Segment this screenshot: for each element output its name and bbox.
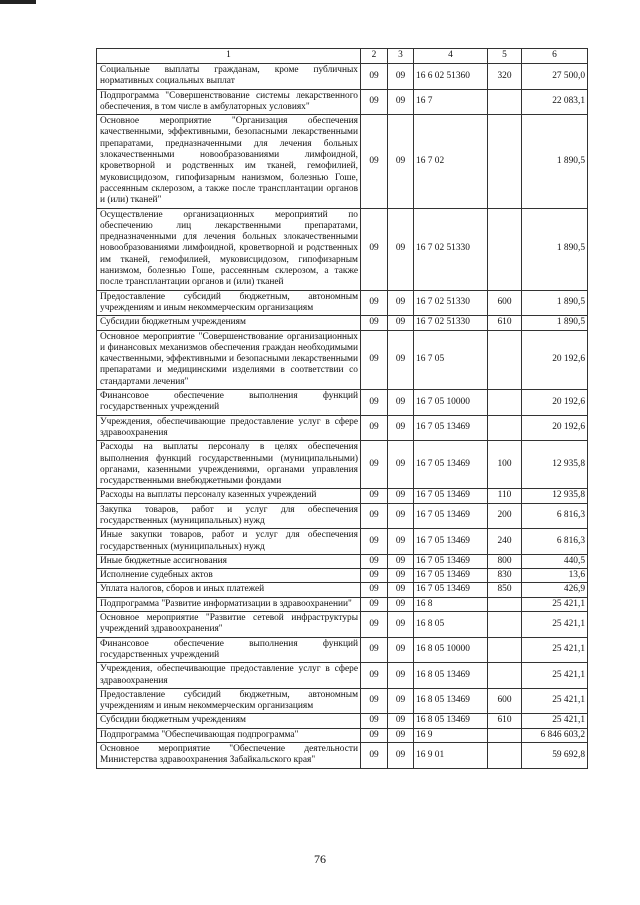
table-row	[97, 489, 588, 503]
row-name: Основное мероприятие "Совершенствование организационных и финансовых механизмов обеспечения граждан необходимыми качественными, эффективными и безопасными лекарственными препаратами и медицинскими изделиями в соответствии со стандартами лечения"	[97, 330, 361, 389]
row-amount: 6 816,3	[522, 503, 588, 529]
row-section: 09	[361, 115, 388, 208]
row-amount: 25 421,1	[522, 688, 588, 714]
row-name: Уплата налогов, сборов и иных платежей	[97, 583, 361, 597]
row-amount: 25 421,1	[522, 597, 588, 611]
row-section: 09	[361, 728, 388, 742]
row-subsection: 09	[388, 597, 414, 611]
table-row	[97, 441, 588, 489]
row-amount: 1 890,5	[522, 290, 588, 316]
row-subsection: 09	[388, 390, 414, 416]
row-expense-type	[488, 390, 522, 416]
row-name: Расходы на выплаты персоналу казенных учреждений	[97, 489, 361, 503]
header-col-2: 2	[361, 49, 388, 64]
row-name: Основное мероприятие "Развитие сетевой инфраструктуры учреждений здравоохранения"	[97, 612, 361, 638]
table-row	[97, 714, 588, 728]
row-section: 09	[361, 89, 388, 115]
row-name: Основное мероприятие "Организация обеспечения качественными, эффективными, безопасными лекарственными препаратами, предназначенными для лечения больных злокачественными новообразованиями лимфоидной, кроветворной и родственных им тканей, гемофилией, муковисцидозом, гипофизарным нанизмом, болезнью Гоше, рассеянным склерозом, а также после трансплантации органов и (или) тканей"	[97, 115, 361, 208]
row-expense-type: 110	[488, 489, 522, 503]
row-name: Подпрограмма "Совершенствование системы лекарственного обеспечения, в том числе в амбулаторных условиях"	[97, 89, 361, 115]
row-subsection: 09	[388, 663, 414, 689]
row-expense-type	[488, 597, 522, 611]
row-subsection: 09	[388, 316, 414, 330]
row-subsection: 09	[388, 569, 414, 583]
row-section: 09	[361, 415, 388, 441]
row-amount: 1 890,5	[522, 316, 588, 330]
row-expense-type	[488, 663, 522, 689]
row-target-code: 16 7 05 13469	[414, 569, 488, 583]
row-subsection: 09	[388, 290, 414, 316]
row-section: 09	[361, 612, 388, 638]
budget-table-body	[97, 49, 588, 769]
table-row	[97, 743, 588, 769]
row-section: 09	[361, 489, 388, 503]
table-row	[97, 503, 588, 529]
row-amount: 1 890,5	[522, 208, 588, 290]
row-section: 09	[361, 208, 388, 290]
row-subsection: 09	[388, 612, 414, 638]
row-amount: 20 192,6	[522, 415, 588, 441]
row-subsection: 09	[388, 503, 414, 529]
row-subsection: 09	[388, 208, 414, 290]
row-target-code: 16 8 05 13469	[414, 714, 488, 728]
table-row	[97, 316, 588, 330]
row-expense-type: 800	[488, 554, 522, 568]
row-amount: 22 083,1	[522, 89, 588, 115]
row-target-code: 16 7 05 13469	[414, 529, 488, 555]
row-target-code: 16 9 01	[414, 743, 488, 769]
row-target-code: 16 7 02 51330	[414, 316, 488, 330]
row-name: Учреждения, обеспечивающие предоставление услуг в сфере здравоохранения	[97, 663, 361, 689]
row-section: 09	[361, 688, 388, 714]
row-target-code: 16 6 02 51360	[414, 64, 488, 90]
row-target-code: 16 7 05 10000	[414, 390, 488, 416]
row-target-code: 16 7 05 13469	[414, 554, 488, 568]
row-target-code: 16 7 05 13469	[414, 415, 488, 441]
row-target-code: 16 7 05 13469	[414, 489, 488, 503]
row-expense-type	[488, 728, 522, 742]
row-target-code: 16 7 02 51330	[414, 290, 488, 316]
row-section: 09	[361, 743, 388, 769]
row-name: Основное мероприятие "Обеспечение деятельности Министерства здравоохранения Забайкальского края"	[97, 743, 361, 769]
row-amount: 25 421,1	[522, 612, 588, 638]
row-section: 09	[361, 637, 388, 663]
row-expense-type	[488, 612, 522, 638]
row-target-code: 16 7 05 13469	[414, 503, 488, 529]
table-row	[97, 64, 588, 90]
row-amount: 426,9	[522, 583, 588, 597]
row-amount: 6 816,3	[522, 529, 588, 555]
row-section: 09	[361, 529, 388, 555]
row-section: 09	[361, 316, 388, 330]
row-subsection: 09	[388, 441, 414, 489]
row-subsection: 09	[388, 554, 414, 568]
row-amount: 20 192,6	[522, 330, 588, 389]
table-row	[97, 569, 588, 583]
row-name: Учреждения, обеспечивающие предоставление услуг в сфере здравоохранения	[97, 415, 361, 441]
row-amount: 13,6	[522, 569, 588, 583]
row-name: Осуществление организационных мероприятий по обеспечению лиц лекарственными препаратами, предназначенными для лечения больных злокачественными новообразованиями лимфоидной, кроветворной и родственных им тканей, гемофилией, муковисцидозом, гипофизарным нанизмом, болезнью Гоше, рассеянным склерозом, а также после трансплантации органов и (или) тканей	[97, 208, 361, 290]
row-amount: 25 421,1	[522, 637, 588, 663]
table-row	[97, 89, 588, 115]
row-section: 09	[361, 663, 388, 689]
row-subsection: 09	[388, 115, 414, 208]
row-subsection: 09	[388, 330, 414, 389]
row-amount: 20 192,6	[522, 390, 588, 416]
row-target-code: 16 8 05	[414, 612, 488, 638]
table-row	[97, 554, 588, 568]
row-expense-type: 600	[488, 290, 522, 316]
table-row	[97, 290, 588, 316]
row-target-code: 16 7 05 13469	[414, 583, 488, 597]
table-row	[97, 637, 588, 663]
table-row	[97, 728, 588, 742]
row-name: Предоставление субсидий бюджетным, автономным учреждениям и иным некоммерческим организациям	[97, 290, 361, 316]
row-section: 09	[361, 390, 388, 416]
row-name: Закупка товаров, работ и услуг для обеспечения государственных (муниципальных) нужд	[97, 503, 361, 529]
row-expense-type	[488, 330, 522, 389]
row-expense-type: 100	[488, 441, 522, 489]
row-name: Субсидии бюджетным учреждениям	[97, 316, 361, 330]
table-row	[97, 583, 588, 597]
row-target-code: 16 7 02 51330	[414, 208, 488, 290]
header-col-1: 1	[97, 49, 361, 64]
row-section: 09	[361, 330, 388, 389]
row-subsection: 09	[388, 489, 414, 503]
table-row	[97, 330, 588, 389]
row-expense-type: 610	[488, 316, 522, 330]
row-subsection: 09	[388, 415, 414, 441]
row-amount: 12 935,8	[522, 441, 588, 489]
row-subsection: 09	[388, 583, 414, 597]
row-name: Финансовое обеспечение выполнения функций государственных учреждений	[97, 637, 361, 663]
header-col-3: 3	[388, 49, 414, 64]
header-col-4: 4	[414, 49, 488, 64]
row-name: Предоставление субсидий бюджетным, автономным учреждениям и иным некоммерческим организациям	[97, 688, 361, 714]
row-expense-type	[488, 115, 522, 208]
row-expense-type	[488, 743, 522, 769]
row-section: 09	[361, 441, 388, 489]
row-name: Иные бюджетные ассигнования	[97, 554, 361, 568]
row-amount: 27 500,0	[522, 64, 588, 90]
row-name: Субсидии бюджетным учреждениям	[97, 714, 361, 728]
table-row	[97, 115, 588, 208]
table-row	[97, 688, 588, 714]
row-name: Подпрограмма "Развитие информатизации в здравоохранении"	[97, 597, 361, 611]
row-expense-type: 320	[488, 64, 522, 90]
row-name: Финансовое обеспечение выполнения функций государственных учреждений	[97, 390, 361, 416]
table-row	[97, 390, 588, 416]
scan-corner-mark	[0, 0, 36, 4]
row-subsection: 09	[388, 89, 414, 115]
row-target-code: 16 7 05	[414, 330, 488, 389]
row-expense-type: 610	[488, 714, 522, 728]
row-subsection: 09	[388, 637, 414, 663]
table-row	[97, 415, 588, 441]
row-target-code: 16 8	[414, 597, 488, 611]
row-subsection: 09	[388, 728, 414, 742]
row-target-code: 16 7 05 13469	[414, 441, 488, 489]
row-expense-type: 240	[488, 529, 522, 555]
table-row	[97, 208, 588, 290]
row-amount: 25 421,1	[522, 663, 588, 689]
row-subsection: 09	[388, 714, 414, 728]
row-expense-type: 830	[488, 569, 522, 583]
row-section: 09	[361, 583, 388, 597]
row-expense-type	[488, 208, 522, 290]
table-row	[97, 529, 588, 555]
row-name: Исполнение судебных актов	[97, 569, 361, 583]
header-col-5: 5	[488, 49, 522, 64]
row-section: 09	[361, 64, 388, 90]
row-target-code: 16 7	[414, 89, 488, 115]
row-expense-type: 200	[488, 503, 522, 529]
row-expense-type: 850	[488, 583, 522, 597]
row-target-code: 16 8 05 13469	[414, 688, 488, 714]
table-header-row	[97, 49, 588, 64]
row-target-code: 16 8 05 10000	[414, 637, 488, 663]
row-amount: 25 421,1	[522, 714, 588, 728]
row-subsection: 09	[388, 688, 414, 714]
row-name: Расходы на выплаты персоналу в целях обеспечения выполнения функций государственными (муниципальными) органами, казенными учреждениями, органами управления государственными внебюджетными фондами	[97, 441, 361, 489]
row-amount: 6 846 603,2	[522, 728, 588, 742]
row-subsection: 09	[388, 529, 414, 555]
row-target-code: 16 7 02	[414, 115, 488, 208]
row-expense-type	[488, 89, 522, 115]
row-name: Подпрограмма "Обеспечивающая подпрограмма"	[97, 728, 361, 742]
header-col-6: 6	[522, 49, 588, 64]
row-section: 09	[361, 569, 388, 583]
row-amount: 59 692,8	[522, 743, 588, 769]
row-expense-type	[488, 415, 522, 441]
row-section: 09	[361, 714, 388, 728]
row-amount: 12 935,8	[522, 489, 588, 503]
row-name: Иные закупки товаров, работ и услуг для обеспечения государственных (муниципальных) нужд	[97, 529, 361, 555]
row-target-code: 16 9	[414, 728, 488, 742]
row-amount: 1 890,5	[522, 115, 588, 208]
row-amount: 440,5	[522, 554, 588, 568]
row-section: 09	[361, 597, 388, 611]
row-expense-type	[488, 637, 522, 663]
table-row	[97, 612, 588, 638]
row-section: 09	[361, 554, 388, 568]
table-row	[97, 663, 588, 689]
row-section: 09	[361, 503, 388, 529]
budget-table	[96, 48, 588, 769]
row-section: 09	[361, 290, 388, 316]
row-expense-type: 600	[488, 688, 522, 714]
row-name: Социальные выплаты гражданам, кроме публичных нормативных социальных выплат	[97, 64, 361, 90]
row-subsection: 09	[388, 743, 414, 769]
page-number: 76	[314, 852, 326, 866]
table-row	[97, 597, 588, 611]
row-subsection: 09	[388, 64, 414, 90]
row-target-code: 16 8 05 13469	[414, 663, 488, 689]
